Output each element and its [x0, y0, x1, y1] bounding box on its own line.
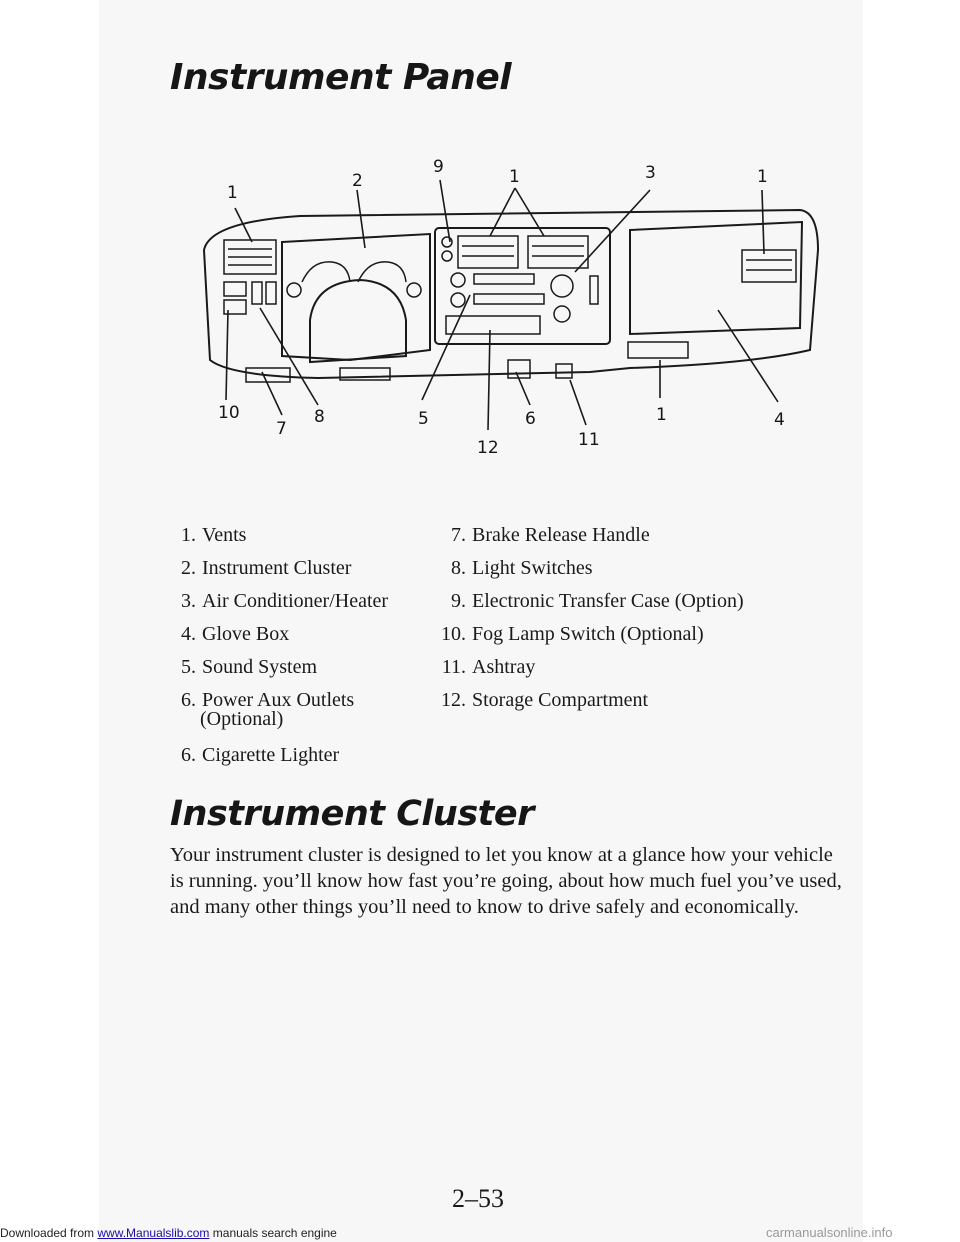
- instrument-panel-diagram: [190, 150, 830, 470]
- callout-label: 1: [757, 167, 768, 187]
- callout-label: 10: [218, 403, 240, 423]
- legend-item: 2. Instrument Cluster: [181, 557, 352, 579]
- legend-item-continuation: (Optional): [200, 708, 284, 730]
- section-heading-instrument-panel: Instrument Panel: [170, 57, 512, 98]
- callout-label: 9: [433, 157, 444, 177]
- callout-label: 8: [314, 407, 325, 427]
- legend-item: 8. Light Switches: [451, 557, 593, 579]
- watermark: carmanualsonline.info: [766, 1225, 893, 1240]
- manualslib-link[interactable]: www.Manualslib.com: [97, 1226, 210, 1240]
- legend-item: 4. Glove Box: [181, 623, 290, 645]
- body-paragraph: Your instrument cluster is designed to let you know at a glance how your vehicle is running. you’ll know how fast you’re going, about how much fuel you’ve used, and many other things you’ll need to know to drive safely and economically.: [170, 844, 842, 918]
- download-footer: Downloaded from www.Manualslib.com manuals search engine: [0, 1226, 337, 1240]
- callout-label: 1: [656, 405, 667, 425]
- callout-label: 2: [352, 171, 363, 191]
- legend-item: 6. Power Aux Outlets: [181, 689, 355, 711]
- legend-item: 3. Air Conditioner/Heater: [181, 590, 389, 612]
- callout-label: 1: [227, 183, 238, 203]
- callout-label: 4: [774, 410, 785, 430]
- legend-item: 12. Storage Compartment: [441, 689, 649, 711]
- legend-item: 5. Sound System: [181, 656, 318, 678]
- page-number: 2–53: [452, 1184, 504, 1213]
- callout-label: 5: [418, 409, 429, 429]
- callout-label: 6: [525, 409, 536, 429]
- legend-item: 9. Electronic Transfer Case (Option): [451, 590, 744, 612]
- callout-label: 11: [578, 430, 600, 450]
- callout-label: 3: [645, 163, 656, 183]
- section-heading-instrument-cluster: Instrument Cluster: [170, 794, 534, 834]
- callout-label: 12: [477, 438, 499, 458]
- legend-item: 1. Vents: [181, 524, 247, 546]
- callout-label: 1: [509, 167, 520, 187]
- legend-item: 6. Cigarette Lighter: [181, 744, 340, 766]
- legend-item: 11. Ashtray: [441, 656, 536, 678]
- legend-item: 7. Brake Release Handle: [451, 524, 650, 546]
- legend-item: 10. Fog Lamp Switch (Optional): [441, 623, 704, 645]
- callout-label: 7: [276, 419, 287, 439]
